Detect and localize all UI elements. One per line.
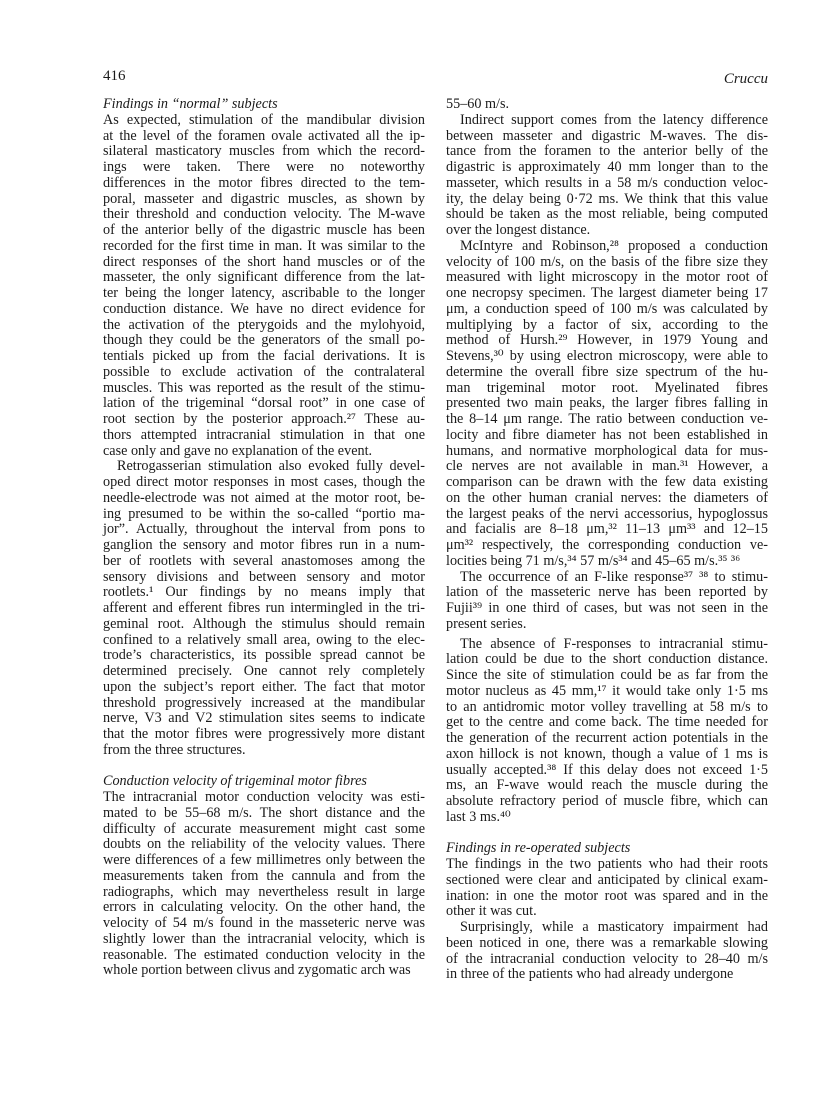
text-line: needle-electrode was not aimed at the motor root, be- <box>103 489 425 506</box>
text-line: ber of rootlets with several anastomoses among the <box>103 552 425 569</box>
text-line: usually accepted.³⁸ If this delay does not exceed 1·5 <box>446 761 768 778</box>
text-line: lation of the masseteric nerve has been reported by <box>446 584 768 601</box>
text-line: measured with light microscopy in the motor root of <box>446 269 768 286</box>
text-line: though they could be the generators of the small po- <box>103 332 425 349</box>
section-heading-normal-subjects: Findings in “normal” subjects <box>103 96 278 112</box>
text-line: upon the subject’s report either. The fact that motor <box>103 678 425 695</box>
text-line: lation of the trigeminal “dorsal root” in one case of <box>103 395 425 412</box>
text-line: were differences of a few millimetres only between the <box>103 852 425 868</box>
text-line: measurements taken from the cannula and from the <box>103 867 425 884</box>
text-line: confined to a relatively small area, owing to the elec- <box>103 631 425 648</box>
text-line: thors attempted intracranial stimulation in that one <box>103 426 425 443</box>
paragraph <box>446 570 768 633</box>
text-line: Since the site of stimulation could be as far from the <box>446 667 768 683</box>
text-line: man trigeminal motor root. Myelinated fibres <box>446 379 768 396</box>
text-line: silateral masticatory muscles from which the record- <box>103 143 425 160</box>
text-line: locity and fibre diameter has not been established in <box>446 426 768 443</box>
text-line: their threshold and conduction velocity. The M-wave <box>103 206 425 223</box>
text-line: axon hillock is not known, though a value of 1 ms is <box>446 745 768 762</box>
text-line: locities being 71 m/s,³⁴ 57 m/s³⁴ and 45–65 m/s.³⁵ ³⁶ <box>446 552 741 569</box>
text-line: should be taken as the most reliable, being computed <box>446 206 768 223</box>
text-line: Indirect support comes from the latency difference <box>460 111 768 128</box>
text-line: muscles. This was reported as the result of the stimu- <box>103 379 425 396</box>
text-line: ity, the delay being 0·72 ms. We think that this value <box>446 190 768 207</box>
text-line: the generation of the recurrent action potentials in the <box>446 730 768 746</box>
text-line: present series. <box>446 615 527 632</box>
text-line: the largest peaks of the nervi accessorius, hypoglossus <box>446 505 768 522</box>
text-line: conduction distance. We have no direct evidence for <box>103 300 425 317</box>
text-line: ing presumed to be within the so-called “portio ma- <box>103 505 425 522</box>
paragraph <box>103 790 425 979</box>
text-line: one necropsy specimen. The largest diameter being 17 <box>446 285 768 301</box>
text-line: μm³² respectively, the corresponding conduction ve- <box>446 537 768 553</box>
paragraph <box>446 857 768 920</box>
text-line: The occurrence of an F-like response³⁷ ³⁸ to stimu- <box>460 568 768 585</box>
text-line: sectioned were clear and anticipated by clinical exam- <box>446 871 768 888</box>
text-line: the activation of the pterygoids and the mylohyoid, <box>103 316 425 333</box>
text-line: on the other human cranial nerves: the diameters of <box>446 489 768 506</box>
paragraph <box>446 239 768 570</box>
text-line: The intracranial motor conduction velocity was esti- <box>103 789 425 805</box>
text-line: possible to exclude activation of the contralateral <box>103 363 425 380</box>
paragraph-continuation <box>446 97 768 113</box>
text-line: ings were taken. There were no noteworthy <box>103 159 425 175</box>
text-line: whole portion between clivus and zygomatic arch was <box>103 962 411 979</box>
text-line: root section by the posterior approach.²⁷ These au- <box>103 411 425 427</box>
text-line: jor”. Actually, throughout the interval from pons to <box>103 521 425 538</box>
text-line: trode’s characteristics, its possible spread cannot be <box>103 647 425 664</box>
text-line: the 8–14 μm range. The ratio between conduction ve- <box>446 411 768 427</box>
text-line: humans, and normative morphological data for mus- <box>446 442 768 459</box>
text-line: between masseter and digastric M-waves. The dis- <box>446 127 768 144</box>
section-heading-reoperated-subjects: Findings in re-operated subjects <box>446 840 631 857</box>
text-line: other it was cut. <box>446 903 537 920</box>
text-line: rootlets.¹ Our findings by no means imply that <box>103 584 425 601</box>
text-line: motor nucleus as 45 mm,¹⁷ it would take only 1·5 ms <box>446 682 768 699</box>
text-line: errors in calculating velocity. On the other hand, the <box>103 899 425 916</box>
text-line: μm, a conduction speed of 100 m/s was calculated by <box>446 300 768 317</box>
text-line: Surprisingly, while a masticatory impairment had <box>460 919 768 935</box>
text-line: recorded for the first time in man. It was similar to the <box>103 237 425 254</box>
text-line: tance from the foramen to the anterior belly of the <box>446 143 768 160</box>
text-line: determined precisely. One cannot rely completely <box>103 663 425 679</box>
text-line: reasonable. The estimated conduction velocity in the <box>103 946 425 963</box>
text-line: differences in the motor fibres directed to the tem- <box>103 174 425 191</box>
text-line: last 3 ms.⁴⁰ <box>446 808 511 825</box>
text-line: ination: in one the motor root was spared and in the <box>446 887 768 904</box>
text-line: velocity of 100 m/s, on the basis of the fibre size they <box>446 253 768 270</box>
text-line: The findings in the two patients who had their roots <box>446 856 768 872</box>
text-line: masseter, the only significant difference from the lat- <box>103 269 425 286</box>
text-line: absolute refractory period of muscle fibre, which can <box>446 793 768 809</box>
text-line: lation could be due to the short conduction distance. <box>446 651 768 668</box>
text-line: presented two main peaks, the larger fibres falling in <box>446 395 768 412</box>
text-line: case only and gave no explanation of the event. <box>103 442 373 459</box>
text-line: mated to be 55–68 m/s. The short distance and the <box>103 804 425 821</box>
text-line: radiographs, which may nevertheless result in large <box>103 883 425 900</box>
text-line: from the three structures. <box>103 741 246 758</box>
text-line: Stevens,³⁰ by using electron microscopy, were able to <box>446 348 768 364</box>
text-line: doubts on the reliability of the velocity values. There <box>103 836 425 853</box>
text-line: McIntyre and Robinson,²⁸ proposed a conduction <box>460 237 768 254</box>
running-head-author: Cruccu <box>723 71 768 87</box>
text-line: sensory divisions and between sensory and motor <box>103 568 425 585</box>
text-line: poral, masseter and digastric muscles, as shown by <box>103 190 425 207</box>
text-line: digastric is approximately 40 mm longer than to the <box>446 159 768 175</box>
text-line: ter being the longer latency, ascribable to the longer <box>103 285 425 301</box>
paragraph <box>446 637 768 826</box>
text-line: that the motor fibres were progressively more distant <box>103 726 425 742</box>
text-line: threshold progressively increased at the mandibular <box>103 694 425 711</box>
text-line: tentials picked up from the facial derivations. It is <box>103 348 425 364</box>
text-line: get to the centre and come back. The time needed for <box>446 714 768 731</box>
text-line: and facialis are 8–18 μm,³² 11–13 μm³³ and 12–15 <box>446 521 768 538</box>
text-line: to an antidromic motor volley travelling at 58 m/s to <box>446 698 768 715</box>
text-line: determine the overall fibre size spectrum of the hu- <box>446 363 768 380</box>
text-line: in three of the patients who had already undergone <box>446 966 734 983</box>
text-line: The absence of F-responses to intracranial stimu- <box>460 635 768 652</box>
text-line: at the level of the foramen ovale activated all the ip- <box>103 127 425 144</box>
left-column <box>103 97 425 979</box>
section-heading-conduction-velocity: Conduction velocity of trigeminal motor fibres <box>103 773 367 790</box>
text-line: ganglion the sensory and motor fibres run in a num- <box>103 537 425 553</box>
text-line: of the intracranial conduction velocity to 28–40 m/s <box>446 950 768 967</box>
page-number: 416 <box>103 68 126 84</box>
right-column <box>446 97 768 983</box>
text-line: slightly lower than the intracranial velocity, which is <box>103 930 425 947</box>
text-line: nerve, V3 and V2 stimulation sites seems to indicate <box>103 710 425 727</box>
text-line: been noticed in one, there was a remarkable slowing <box>446 934 768 951</box>
text-line: cle nerves are not available in man.³¹ However, a <box>446 458 768 475</box>
text-line: of the anterior belly of the digastric muscle has been <box>103 222 425 238</box>
text-line: ms, an F-wave would reach the muscle during the <box>446 777 768 794</box>
paragraph <box>103 113 425 460</box>
paragraph <box>446 113 768 239</box>
text-line: As expected, stimulation of the mandibular division <box>103 111 425 128</box>
text-line: velocity of 54 m/s found in the masseteric nerve was <box>103 915 425 931</box>
paragraph <box>446 920 768 983</box>
text-line: over the longest distance. <box>446 222 591 238</box>
text-line: comparison can be drawn with the few data existing <box>446 474 768 490</box>
text-line: 55–60 m/s. <box>446 96 510 112</box>
text-line: method of Hursh.²⁹ However, in 1979 Young and <box>446 332 768 349</box>
text-line: direct responses of the short hand muscles or of the <box>103 253 425 270</box>
text-line: oped direct motor responses in most cases, though the <box>103 474 425 490</box>
text-line: afferent and efferent fibres run intermingled in the tri- <box>103 600 425 616</box>
text-line: masseter, which results in a 58 m/s conduction veloc- <box>446 174 768 191</box>
text-line: Retrogasserian stimulation also evoked fully devel- <box>117 458 425 475</box>
paragraph <box>103 459 425 758</box>
text-line: difficulty of accurate measurement might cast some <box>103 820 425 837</box>
text-line: Fujii³⁹ in one third of cases, but was not seen in the <box>446 600 768 616</box>
text-line: geminal root. Although the stimulus should remain <box>103 615 425 632</box>
text-line: multiplying by a factor of six, according to the <box>446 316 768 333</box>
